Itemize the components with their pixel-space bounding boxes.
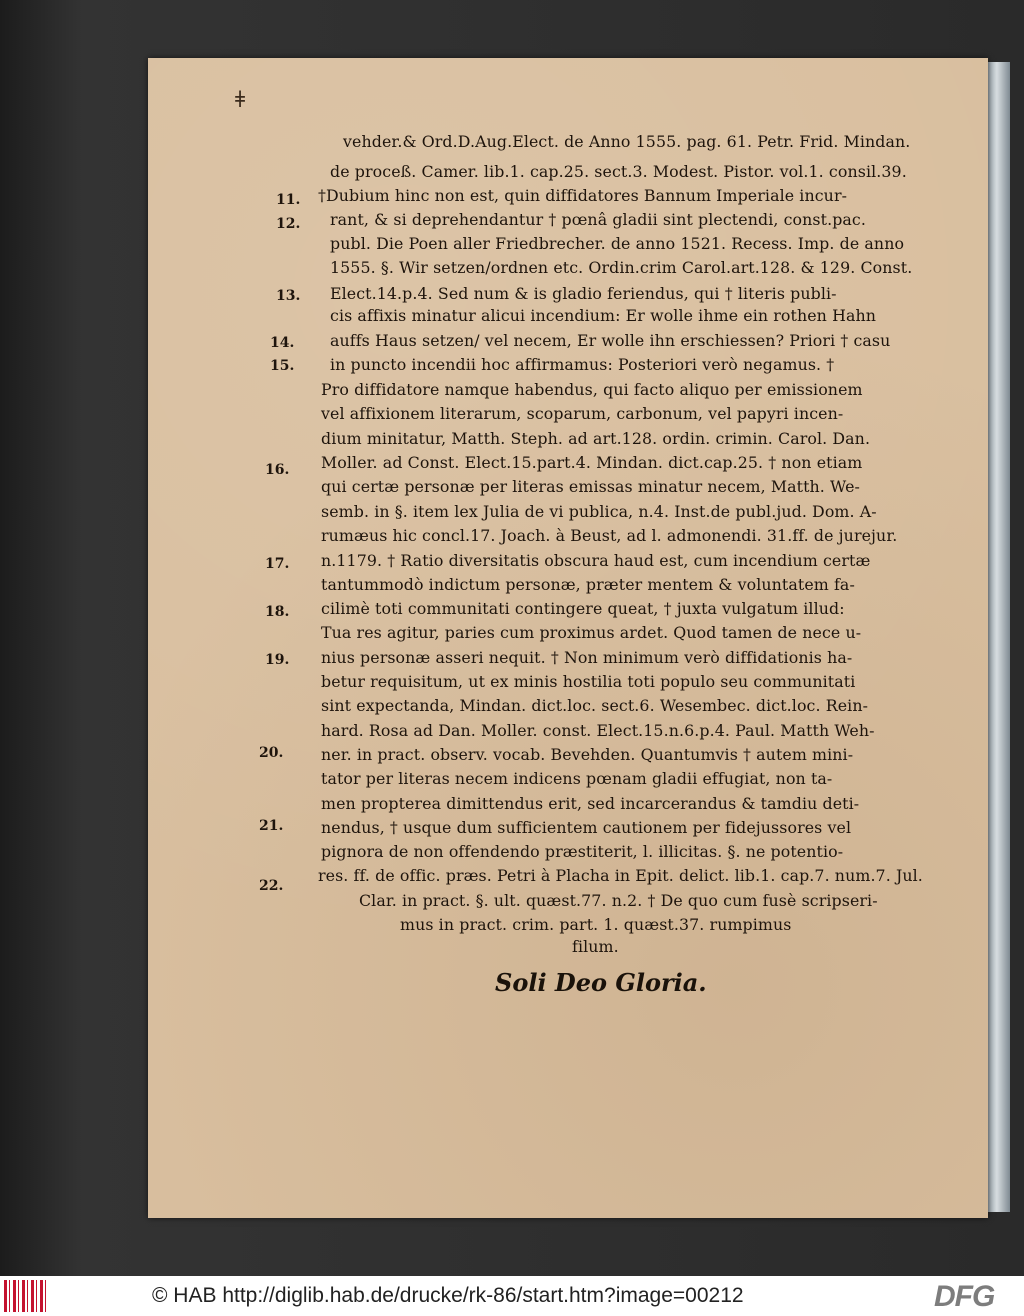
text-line: res. ff. de offic. præs. Petri à Placha in Epit. delict. lib.1. cap.7. num.7. Jul. bbox=[318, 866, 923, 885]
margin-number: 22. bbox=[259, 878, 284, 894]
margin-number: 13. bbox=[276, 288, 301, 304]
text-line: hard. Rosa ad Dan. Moller. const. Elect.15.n.6.p.4. Paul. Matth Weh- bbox=[321, 721, 875, 740]
text-line: Elect.14.p.4. Sed num & is gladio feriendus, qui † literis publi- bbox=[330, 284, 837, 303]
text-line: ner. in pract. observ. vocab. Bevehden. Quantumvis † autem mini- bbox=[321, 745, 854, 764]
text-line: cilimè toti communitati contingere queat, † juxta vulgatum illud: bbox=[321, 599, 845, 618]
closing-line: Soli Deo Gloria. bbox=[495, 968, 707, 997]
text-line: Pro diffidatore namque habendus, qui facto aliquo per emissionem bbox=[321, 380, 863, 399]
margin-number: 14. bbox=[270, 335, 295, 351]
text-line: publ. Die Poen aller Friedbrecher. de anno 1521. Recess. Imp. de anno bbox=[330, 234, 905, 253]
page-edge bbox=[988, 62, 1010, 1212]
text-line: pignora de non offendendo præstiterit, l. illicitas. §. ne potentio- bbox=[321, 842, 844, 861]
copyright-url: © HAB http://diglib.hab.de/drucke/rk-86/start.htm?image=00212 bbox=[152, 1284, 744, 1307]
text-line: Clar. in pract. §. ult. quæst.77. n.2. † De quo cum fusè scripseri- bbox=[359, 891, 878, 910]
text-line: nendus, † usque dum sufficientem cautionem per fidejussores vel bbox=[321, 818, 852, 837]
text-line: sint expectanda, Mindan. dict.loc. sect.6. Wesembec. dict.loc. Rein- bbox=[321, 696, 869, 715]
text-line: qui certæ personæ per literas emissas minatur necem, Matth. We- bbox=[321, 477, 860, 496]
margin-number: 17. bbox=[265, 556, 290, 572]
text-line: semb. in §. item lex Julia de vi publica, n.4. Inst.de publ.jud. Dom. A- bbox=[321, 502, 877, 521]
text-line: tantummodò indictum personæ, præter mentem & voluntatem fa- bbox=[321, 575, 855, 594]
text-line: 1555. §. Wir setzen/ordnen etc. Ordin.crim Carol.art.128. & 129. Const. bbox=[330, 258, 913, 277]
text-line: cis affixis minatur alicui incendium: Er wolle ihme ein rothen Hahn bbox=[330, 306, 877, 325]
margin-number: 21. bbox=[259, 818, 284, 834]
margin-number: 19. bbox=[265, 652, 290, 668]
margin-number: 11. bbox=[276, 192, 301, 208]
text-line: mus in pract. crim. part. 1. quæst.37. rumpimus bbox=[400, 915, 792, 934]
text-line: Moller. ad Const. Elect.15.part.4. Mindan. dict.cap.25. † non etiam bbox=[321, 453, 863, 472]
text-line: filum. bbox=[572, 937, 619, 956]
margin-number: 16. bbox=[265, 462, 290, 478]
margin-number: 12. bbox=[276, 216, 301, 232]
text-line: auffs Haus setzen/ vel necem, Er wolle ihn erschiessen? Priori † casu bbox=[330, 331, 891, 350]
text-line: vel affixionem literarum, scoparum, carbonum, vel papyri incen- bbox=[321, 404, 844, 423]
margin-number: 15. bbox=[270, 358, 295, 374]
text-line: vehder.& Ord.D.Aug.Elect. de Anno 1555. pag. 61. Petr. Frid. Mindan. bbox=[343, 132, 911, 151]
text-line: dium minitatur, Matth. Steph. ad art.128. ordin. crimin. Carol. Dan. bbox=[321, 429, 871, 448]
text-line: rant, & si deprehendantur † pœnâ gladii sint plectendi, const.pac. bbox=[330, 210, 866, 229]
text-line: in puncto incendii hoc affirmamus: Posteriori verò negamus. † bbox=[330, 355, 835, 374]
text-line: men propterea dimittendus erit, sed incarcerandus & tamdiu deti- bbox=[321, 794, 860, 813]
text-line: betur requisitum, ut ex minis hostilia toti populo seu communitati bbox=[321, 672, 856, 691]
hab-barcode-logo-icon bbox=[4, 1280, 46, 1312]
margin-number: 20. bbox=[259, 745, 284, 761]
text-line: nius personæ asseri nequit. † Non minimum verò diffidationis ha- bbox=[321, 648, 853, 667]
margin-number: 18. bbox=[265, 604, 290, 620]
dfg-logo: DFG bbox=[934, 1280, 995, 1313]
text-line: Tua res agitur, paries cum proximus ardet. Quod tamen de nece u- bbox=[321, 623, 862, 642]
stray-mark: ǂ bbox=[235, 88, 246, 113]
text-line: de proceß. Camer. lib.1. cap.25. sect.3. Modest. Pistor. vol.1. consil.39. bbox=[330, 162, 907, 181]
text-line: tator per literas necem indicens pœnam gladii effugiat, non ta- bbox=[321, 769, 833, 788]
text-line: rumæus hic concl.17. Joach. à Beust, ad l. admonendi. 31.ff. de jurejur. bbox=[321, 526, 898, 545]
text-line: †Dubium hinc non est, quin diffidatores Bannum Imperiale incur- bbox=[318, 186, 848, 205]
text-line: n.1179. † Ratio diversitatis obscura haud est, cum incendium certæ bbox=[321, 551, 871, 570]
